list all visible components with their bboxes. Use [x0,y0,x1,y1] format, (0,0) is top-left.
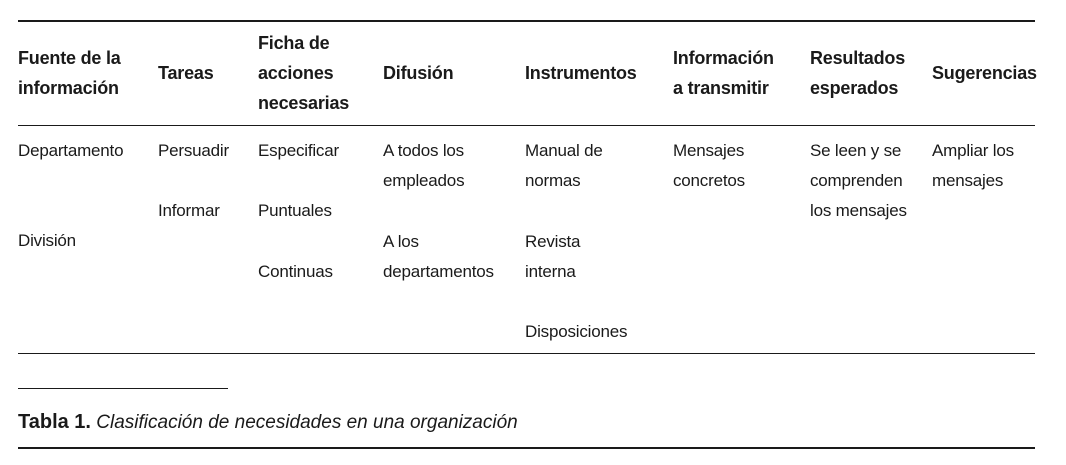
header-sugerencias: Sugerencias [932,63,1037,83]
caption-label: Tabla 1. [18,411,91,433]
cell-difusion-empleados: A todos los empleados [383,141,465,190]
cell-ficha-puntuales: Puntuales [258,201,332,220]
cell-ficha-especificar: Especificar [258,141,339,160]
caption-separator [18,388,228,389]
caption-text: Clasificación de necesidades en una organización [96,412,518,433]
header-tareas: Tareas [158,63,214,83]
table-bottom-rule [18,353,1035,354]
cell-informacion-mensajes: Mensajes concretos [673,141,745,190]
header-instrumentos: Instrumentos [525,63,637,83]
table-top-rule [18,20,1035,22]
header-fuente: Fuente de la información [18,48,121,98]
cell-tareas-informar: Informar [158,201,220,220]
cell-instrumentos-disposiciones: Disposiciones [525,322,628,341]
header-resultados: Resultados esperados [810,48,906,98]
header-rule [18,125,1035,126]
cell-tareas-persuadir: Persuadir [158,141,229,160]
cell-difusion-departamentos: A los departamentos [383,232,494,281]
cell-fuente-division: División [18,231,76,250]
cell-instrumentos-revista: Revista interna [525,232,581,281]
cell-fuente-departamento: Departamento [18,141,124,160]
cell-sugerencias: Ampliar los mensajes [932,141,1014,190]
caption-bottom-rule [18,447,1035,449]
cell-ficha-continuas: Continuas [258,262,333,281]
header-ficha: Ficha de acciones necesarias [258,33,350,113]
header-difusion: Difusión [383,63,454,83]
header-informacion: Información a transmitir [673,48,774,98]
cell-resultados: Se leen y se comprenden los mensajes [810,141,907,220]
table-caption [18,409,518,436]
cell-instrumentos-manual: Manual de normas [525,141,603,190]
